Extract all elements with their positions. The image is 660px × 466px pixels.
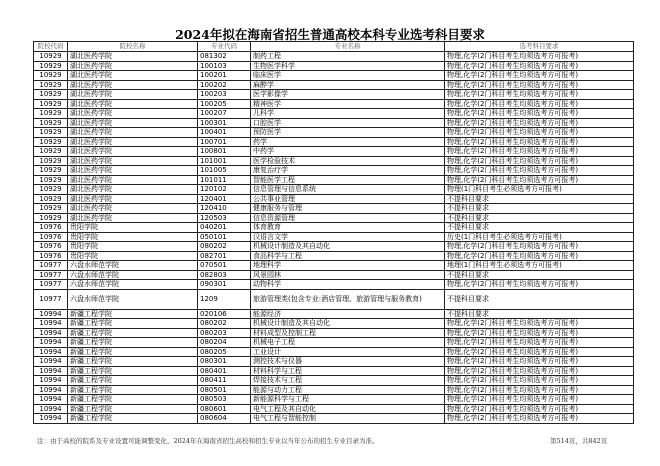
table-row bbox=[34, 137, 634, 147]
cell-school-code: 10976 bbox=[34, 223, 68, 233]
cell-school-code: 10994 bbox=[34, 328, 68, 338]
header-school-code: 院校代码 bbox=[34, 42, 68, 52]
table-row bbox=[34, 414, 634, 424]
cell-major-name: 康复治疗学 bbox=[251, 166, 445, 176]
cell-major-code: 100205 bbox=[198, 99, 251, 109]
table-row bbox=[34, 251, 634, 261]
page-title: 2024年拟在海南省招生普通高校本科专业选考科目要求 bbox=[175, 27, 485, 42]
cell-school-name: 六盘水师范学院 bbox=[68, 280, 198, 290]
cell-school-code: 10929 bbox=[34, 204, 68, 214]
table-row bbox=[34, 194, 634, 204]
cell-major-code: 020106 bbox=[198, 309, 251, 319]
cell-major-name: 预防医学 bbox=[251, 128, 445, 138]
cell-subject-requirement: 地理(1门科目考生必须选考方可报考) bbox=[445, 261, 634, 271]
table-row bbox=[34, 376, 634, 386]
cell-major-code: 100401 bbox=[198, 128, 251, 138]
table-row bbox=[34, 338, 634, 348]
cell-school-code: 10994 bbox=[34, 404, 68, 414]
table-row bbox=[34, 61, 634, 71]
cell-subject-requirement: 物理,化学(2门科目考生均须选考方可报考) bbox=[445, 328, 634, 338]
cell-subject-requirement: 物理,化学(2门科目考生均须选考方可报考) bbox=[445, 109, 634, 119]
cell-school-name: 六盘水师范学院 bbox=[68, 270, 198, 280]
cell-major-name: 食品科学与工程 bbox=[251, 251, 445, 261]
cell-subject-requirement: 物理,化学(2门科目考生均须选考方可报考) bbox=[445, 385, 634, 395]
cell-school-name: 新疆工程学院 bbox=[68, 395, 198, 405]
cell-subject-requirement: 物理,化学(2门科目考生均须选考方可报考) bbox=[445, 251, 634, 261]
cell-school-code: 10977 bbox=[34, 280, 68, 290]
cell-school-code: 10929 bbox=[34, 61, 68, 71]
cell-major-code: 080501 bbox=[198, 385, 251, 395]
cell-major-code: 101011 bbox=[198, 175, 251, 185]
cell-major-name: 体育教育 bbox=[251, 223, 445, 233]
cell-school-code: 10929 bbox=[34, 99, 68, 109]
cell-major-name: 工业设计 bbox=[251, 347, 445, 357]
cell-major-code: 101001 bbox=[198, 156, 251, 166]
cell-school-code: 10994 bbox=[34, 319, 68, 329]
cell-school-code: 10929 bbox=[34, 80, 68, 90]
cell-school-code: 10976 bbox=[34, 251, 68, 261]
cell-subject-requirement: 物理(1门科目考生必须选考方可报考) bbox=[445, 185, 634, 195]
cell-school-name: 湖北医药学院 bbox=[68, 156, 198, 166]
cell-major-name: 机械电子工程 bbox=[251, 338, 445, 348]
cell-school-name: 新疆工程学院 bbox=[68, 319, 198, 329]
cell-major-code: 100202 bbox=[198, 80, 251, 90]
table-row bbox=[34, 71, 634, 81]
cell-subject-requirement: 物理,化学(2门科目考生均须选考方可报考) bbox=[445, 366, 634, 376]
cell-subject-requirement: 物理,化学(2门科目考生均须选考方可报考) bbox=[445, 376, 634, 386]
cell-school-name: 湖北医药学院 bbox=[68, 80, 198, 90]
cell-subject-requirement: 物理,化学(2门科目考生均须选考方可报考) bbox=[445, 280, 634, 290]
cell-major-code: 040201 bbox=[198, 223, 251, 233]
cell-subject-requirement: 物理,化学(2门科目考生均须选考方可报考) bbox=[445, 128, 634, 138]
cell-school-name: 湖北医药学院 bbox=[68, 118, 198, 128]
cell-school-code: 10977 bbox=[34, 270, 68, 280]
cell-subject-requirement: 物理,化学(2门科目考生均须选考方可报考) bbox=[445, 156, 634, 166]
table-row bbox=[34, 366, 634, 376]
cell-major-name: 口腔医学 bbox=[251, 118, 445, 128]
cell-school-name: 湖北医药学院 bbox=[68, 185, 198, 195]
cell-major-name: 能源与动力工程 bbox=[251, 385, 445, 395]
cell-subject-requirement: 物理,化学(2门科目考生均须选考方可报考) bbox=[445, 414, 634, 424]
cell-school-code: 10994 bbox=[34, 385, 68, 395]
cell-school-name: 湖北医药学院 bbox=[68, 166, 198, 176]
cell-major-name: 汉语言文学 bbox=[251, 232, 445, 242]
table-row bbox=[34, 261, 634, 271]
cell-school-name: 湖北医药学院 bbox=[68, 213, 198, 223]
cell-school-name: 新疆工程学院 bbox=[68, 404, 198, 414]
requirements-table bbox=[33, 41, 634, 424]
cell-major-code: 100207 bbox=[198, 109, 251, 119]
cell-school-name: 湖北医药学院 bbox=[68, 204, 198, 214]
cell-school-code: 10994 bbox=[34, 395, 68, 405]
cell-subject-requirement: 物理,化学(2门科目考生均须选考方可报考) bbox=[445, 118, 634, 128]
table-row bbox=[34, 289, 634, 309]
cell-subject-requirement: 不提科目要求 bbox=[445, 213, 634, 223]
cell-major-code: 100201 bbox=[198, 71, 251, 81]
cell-major-code: 080503 bbox=[198, 395, 251, 405]
cell-school-code: 10994 bbox=[34, 309, 68, 319]
cell-major-name: 测控技术与仪器 bbox=[251, 357, 445, 367]
table-body bbox=[34, 52, 634, 424]
header-subject-requirement: 选考科目要求 bbox=[445, 42, 634, 52]
cell-school-name: 湖北医药学院 bbox=[68, 147, 198, 157]
cell-subject-requirement: 物理,化学(2门科目考生均须选考方可报考) bbox=[445, 147, 634, 157]
cell-subject-requirement: 物理,化学(2门科目考生均须选考方可报考) bbox=[445, 319, 634, 329]
table-row bbox=[34, 404, 634, 414]
cell-school-code: 10929 bbox=[34, 71, 68, 81]
cell-school-name: 新疆工程学院 bbox=[68, 338, 198, 348]
table-row bbox=[34, 109, 634, 119]
cell-major-code: 082803 bbox=[198, 270, 251, 280]
cell-major-name: 信息管理与信息系统 bbox=[251, 185, 445, 195]
cell-major-code: 101005 bbox=[198, 166, 251, 176]
table-row bbox=[34, 204, 634, 214]
cell-school-name: 湖北医药学院 bbox=[68, 194, 198, 204]
table-row bbox=[34, 319, 634, 329]
cell-major-code: 080202 bbox=[198, 242, 251, 252]
cell-school-code: 10994 bbox=[34, 347, 68, 357]
cell-major-name: 新能源科学与工程 bbox=[251, 395, 445, 405]
cell-major-name: 临床医学 bbox=[251, 71, 445, 81]
cell-major-code: 100103 bbox=[198, 61, 251, 71]
table-row bbox=[34, 280, 634, 290]
cell-major-code: 080205 bbox=[198, 347, 251, 357]
cell-major-code: 080203 bbox=[198, 328, 251, 338]
table-row bbox=[34, 52, 634, 62]
cell-major-code: 120401 bbox=[198, 194, 251, 204]
cell-school-code: 10994 bbox=[34, 338, 68, 348]
cell-school-name: 湖北医药学院 bbox=[68, 71, 198, 81]
page-number: 第514页，共842页 bbox=[550, 437, 608, 445]
cell-major-code: 100301 bbox=[198, 118, 251, 128]
cell-school-code: 10929 bbox=[34, 194, 68, 204]
cell-major-name: 电气工程与智能控制 bbox=[251, 414, 445, 424]
table-row bbox=[34, 213, 634, 223]
cell-school-name: 新疆工程学院 bbox=[68, 376, 198, 386]
cell-school-name: 贵阳学院 bbox=[68, 242, 198, 252]
table-row bbox=[34, 175, 634, 185]
cell-school-code: 10994 bbox=[34, 414, 68, 424]
cell-major-name: 生物医学科学 bbox=[251, 61, 445, 71]
footer-note: 注：由于高校的院系及专业设置可能调整变化，2024年在海南省招生高校和招生专业以当年公布的招生专业目录为准。 bbox=[37, 437, 379, 445]
table-row bbox=[34, 118, 634, 128]
cell-school-name: 六盘水师范学院 bbox=[68, 261, 198, 271]
cell-school-code: 10929 bbox=[34, 109, 68, 119]
cell-school-name: 新疆工程学院 bbox=[68, 328, 198, 338]
table-row bbox=[34, 242, 634, 252]
cell-subject-requirement: 不提科目要求 bbox=[445, 204, 634, 214]
cell-subject-requirement: 不提科目要求 bbox=[445, 270, 634, 280]
cell-subject-requirement: 物理,化学(2门科目考生均须选考方可报考) bbox=[445, 357, 634, 367]
table-row bbox=[34, 223, 634, 233]
cell-school-code: 10976 bbox=[34, 242, 68, 252]
table-row bbox=[34, 309, 634, 319]
cell-major-name: 麻醉学 bbox=[251, 80, 445, 90]
cell-major-code: 100203 bbox=[198, 90, 251, 100]
cell-major-code: 080411 bbox=[198, 376, 251, 386]
cell-subject-requirement: 物理,化学(2门科目考生均须选考方可报考) bbox=[445, 347, 634, 357]
cell-major-code: 050101 bbox=[198, 232, 251, 242]
cell-major-name: 精神医学 bbox=[251, 99, 445, 109]
cell-school-name: 新疆工程学院 bbox=[68, 385, 198, 395]
table-row bbox=[34, 270, 634, 280]
cell-school-name: 贵阳学院 bbox=[68, 251, 198, 261]
cell-school-name: 新疆工程学院 bbox=[68, 366, 198, 376]
header-major-code: 专业代码 bbox=[198, 42, 251, 52]
cell-school-name: 贵阳学院 bbox=[68, 223, 198, 233]
cell-major-code: 1209 bbox=[198, 289, 251, 309]
cell-school-code: 10929 bbox=[34, 213, 68, 223]
table-row bbox=[34, 128, 634, 138]
cell-major-name: 材料成型及控制工程 bbox=[251, 328, 445, 338]
table-row bbox=[34, 347, 634, 357]
cell-major-code: 080604 bbox=[198, 414, 251, 424]
cell-school-code: 10929 bbox=[34, 137, 68, 147]
cell-school-code: 10929 bbox=[34, 166, 68, 176]
cell-school-name: 新疆工程学院 bbox=[68, 309, 198, 319]
table-row bbox=[34, 385, 634, 395]
cell-school-code: 10994 bbox=[34, 366, 68, 376]
cell-subject-requirement: 不提科目要求 bbox=[445, 223, 634, 233]
cell-school-name: 湖北医药学院 bbox=[68, 61, 198, 71]
cell-subject-requirement: 历史(1门科目考生必须选考方可报考) bbox=[445, 232, 634, 242]
cell-school-name: 新疆工程学院 bbox=[68, 357, 198, 367]
cell-school-name: 湖北医药学院 bbox=[68, 137, 198, 147]
cell-school-code: 10994 bbox=[34, 376, 68, 386]
cell-major-code: 080301 bbox=[198, 357, 251, 367]
table-row bbox=[34, 357, 634, 367]
cell-major-name: 动物科学 bbox=[251, 280, 445, 290]
cell-subject-requirement: 物理,化学(2门科目考生均须选考方可报考) bbox=[445, 99, 634, 109]
table-row bbox=[34, 99, 634, 109]
cell-major-code: 070501 bbox=[198, 261, 251, 271]
cell-school-code: 10929 bbox=[34, 175, 68, 185]
cell-school-code: 10929 bbox=[34, 90, 68, 100]
cell-major-name: 中药学 bbox=[251, 147, 445, 157]
table-row bbox=[34, 156, 634, 166]
cell-major-name: 焊接技术与工程 bbox=[251, 376, 445, 386]
table-row bbox=[34, 147, 634, 157]
cell-major-name: 电气工程及其自动化 bbox=[251, 404, 445, 414]
cell-major-code: 100801 bbox=[198, 147, 251, 157]
cell-school-code: 10929 bbox=[34, 128, 68, 138]
cell-school-code: 10929 bbox=[34, 118, 68, 128]
cell-subject-requirement: 物理,化学(2门科目考生均须选考方可报考) bbox=[445, 80, 634, 90]
cell-school-name: 湖北医药学院 bbox=[68, 128, 198, 138]
cell-major-code: 080401 bbox=[198, 366, 251, 376]
cell-major-code: 100701 bbox=[198, 137, 251, 147]
cell-school-code: 10929 bbox=[34, 147, 68, 157]
cell-subject-requirement: 不提科目要求 bbox=[445, 309, 634, 319]
table-row bbox=[34, 395, 634, 405]
cell-major-name: 公共事业管理 bbox=[251, 194, 445, 204]
cell-school-name: 湖北医药学院 bbox=[68, 90, 198, 100]
cell-major-name: 信息资源管理 bbox=[251, 213, 445, 223]
table-row bbox=[34, 90, 634, 100]
cell-major-name: 风景园林 bbox=[251, 270, 445, 280]
cell-subject-requirement: 物理,化学(2门科目考生均须选考方可报考) bbox=[445, 61, 634, 71]
table-row bbox=[34, 80, 634, 90]
table-row bbox=[34, 232, 634, 242]
cell-school-code: 10977 bbox=[34, 261, 68, 271]
cell-major-code: 120503 bbox=[198, 213, 251, 223]
cell-major-name: 地理科学 bbox=[251, 261, 445, 271]
cell-major-name: 健康服务与管理 bbox=[251, 204, 445, 214]
cell-school-code: 10994 bbox=[34, 357, 68, 367]
cell-subject-requirement: 物理,化学(2门科目考生均须选考方可报考) bbox=[445, 395, 634, 405]
header-school-name: 院校名称 bbox=[68, 42, 198, 52]
cell-major-code: 090301 bbox=[198, 280, 251, 290]
cell-major-name: 智能医学工程 bbox=[251, 175, 445, 185]
cell-school-name: 湖北医药学院 bbox=[68, 99, 198, 109]
cell-major-name: 制药工程 bbox=[251, 52, 445, 62]
header-major-name: 专业名称 bbox=[251, 42, 445, 52]
cell-school-name: 贵阳学院 bbox=[68, 232, 198, 242]
cell-school-name: 新疆工程学院 bbox=[68, 347, 198, 357]
cell-subject-requirement: 物理,化学(2门科目考生均须选考方可报考) bbox=[445, 71, 634, 81]
cell-major-code: 080601 bbox=[198, 404, 251, 414]
cell-major-code: 081302 bbox=[198, 52, 251, 62]
cell-major-code: 082701 bbox=[198, 251, 251, 261]
cell-major-name: 药学 bbox=[251, 137, 445, 147]
table-row bbox=[34, 166, 634, 176]
cell-subject-requirement: 不提科目要求 bbox=[445, 194, 634, 204]
table-header-row bbox=[34, 42, 634, 52]
cell-subject-requirement: 物理,化学(2门科目考生均须选考方可报考) bbox=[445, 242, 634, 252]
cell-school-code: 10929 bbox=[34, 52, 68, 62]
cell-major-name: 医学检验技术 bbox=[251, 156, 445, 166]
cell-subject-requirement: 物理,化学(2门科目考生均须选考方可报考) bbox=[445, 52, 634, 62]
cell-school-code: 10977 bbox=[34, 289, 68, 309]
cell-school-name: 六盘水师范学院 bbox=[68, 289, 198, 309]
table-row bbox=[34, 185, 634, 195]
cell-major-name: 能源经济 bbox=[251, 309, 445, 319]
cell-subject-requirement: 物理,化学(2门科目考生均须选考方可报考) bbox=[445, 404, 634, 414]
cell-school-name: 湖北医药学院 bbox=[68, 52, 198, 62]
cell-major-name: 机械设计制造及其自动化 bbox=[251, 319, 445, 329]
cell-subject-requirement: 物理,化学(2门科目考生均须选考方可报考) bbox=[445, 338, 634, 348]
cell-subject-requirement: 物理,化学(2门科目考生均须选考方可报考) bbox=[445, 166, 634, 176]
cell-subject-requirement: 物理,化学(2门科目考生均须选考方可报考) bbox=[445, 137, 634, 147]
cell-major-name: 旅游管理类(包含专业:酒店管理、旅游管理与服务教育) bbox=[251, 289, 445, 309]
cell-school-code: 10976 bbox=[34, 232, 68, 242]
cell-major-name: 医学影像学 bbox=[251, 90, 445, 100]
cell-subject-requirement: 不提科目要求 bbox=[445, 289, 634, 309]
cell-subject-requirement: 物理,化学(2门科目考生均须选考方可报考) bbox=[445, 90, 634, 100]
cell-major-name: 材料科学与工程 bbox=[251, 366, 445, 376]
cell-major-name: 机械设计制造及其自动化 bbox=[251, 242, 445, 252]
cell-subject-requirement: 物理,化学(2门科目考生均须选考方可报考) bbox=[445, 175, 634, 185]
cell-major-code: 080202 bbox=[198, 319, 251, 329]
cell-school-name: 新疆工程学院 bbox=[68, 414, 198, 424]
cell-school-code: 10929 bbox=[34, 185, 68, 195]
cell-school-name: 湖北医药学院 bbox=[68, 109, 198, 119]
cell-major-name: 儿科学 bbox=[251, 109, 445, 119]
cell-major-code: 080204 bbox=[198, 338, 251, 348]
table-row bbox=[34, 328, 634, 338]
cell-school-code: 10929 bbox=[34, 156, 68, 166]
cell-school-name: 湖北医药学院 bbox=[68, 175, 198, 185]
cell-major-code: 120410 bbox=[198, 204, 251, 214]
cell-major-code: 120102 bbox=[198, 185, 251, 195]
